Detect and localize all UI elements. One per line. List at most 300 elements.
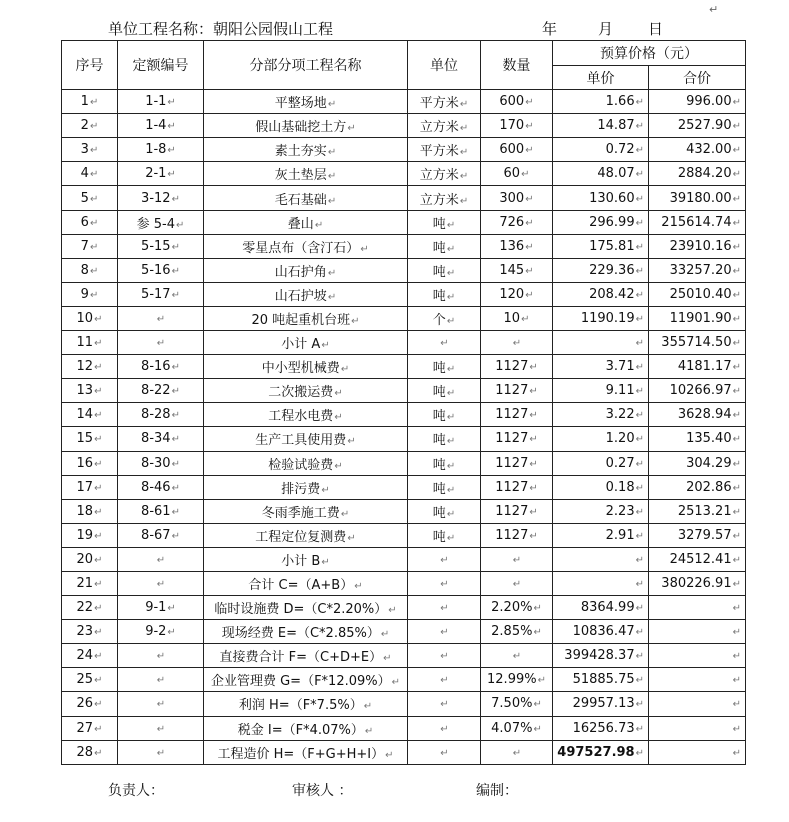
cell-name-value: 小计 A: [281, 337, 321, 353]
cell-name-value: 临时设施费 D=（C*2.20%）: [214, 602, 388, 618]
paragraph-mark-icon: ↵: [446, 267, 456, 279]
cell-unit-value: 平方米: [419, 144, 459, 160]
paragraph-mark-icon: ↵: [167, 603, 176, 615]
cell-name: [204, 355, 408, 379]
cell-code-value: 8-46: [141, 479, 171, 495]
paragraph-mark-icon: ↵: [635, 675, 644, 687]
cell-no-value: 20: [76, 551, 94, 567]
paragraph-mark-icon: ↵: [94, 579, 103, 591]
paragraph-mark-icon: ↵: [327, 99, 337, 111]
paragraph-mark-icon: ↵: [156, 723, 166, 735]
cell-unit-price: [553, 547, 649, 571]
paragraph-mark-icon: ↵: [321, 340, 330, 352]
cell-unit-value: 吨: [432, 361, 446, 377]
cell-no: [62, 90, 118, 114]
cell-unit-value: 吨: [432, 409, 446, 425]
paragraph-mark-icon: ↵: [732, 313, 741, 325]
paragraph-mark-icon: ↵: [529, 386, 538, 398]
paragraph-mark-icon: ↵: [156, 579, 166, 591]
table-row: [62, 596, 746, 620]
cell-unit-price-value: 229.36: [589, 262, 635, 278]
cell-unit-price-value: 8364.99: [580, 600, 635, 616]
cell-unit: [408, 162, 481, 186]
paragraph-mark-icon: ↵: [440, 338, 449, 350]
cell-total-value: 10266.97: [669, 383, 732, 399]
cell-code: [118, 258, 204, 282]
cell-qty-value: 145: [499, 262, 525, 278]
cell-no: [62, 210, 118, 234]
cell-total: [649, 427, 746, 451]
cell-no: [62, 523, 118, 547]
cell-qty-value: 726: [499, 214, 525, 230]
cell-qty: [481, 306, 553, 330]
cell-name-value: 小计 B: [281, 553, 321, 569]
paragraph-mark-icon: ↵: [446, 508, 456, 520]
cell-unit-value: 立方米: [419, 168, 459, 184]
cell-code: [118, 186, 204, 210]
cell-name: [204, 499, 408, 523]
cell-name-value: 毛石基础: [274, 192, 327, 208]
cell-total-value: 432.00: [686, 142, 732, 158]
col-header-name: 分部分项工程名称: [204, 41, 408, 90]
cell-code-value: 8-34: [141, 431, 171, 447]
paragraph-mark-icon: ↵: [459, 195, 469, 207]
cell-name: [204, 282, 408, 306]
cell-unit: [408, 331, 481, 355]
paragraph-mark-icon: ↵: [94, 530, 103, 542]
paragraph-mark-icon: ↵: [732, 97, 741, 109]
cell-no-value: 7: [80, 238, 89, 254]
cell-no: [62, 427, 118, 451]
cell-name: [204, 114, 408, 138]
cell-code: [118, 523, 204, 547]
cell-no: [62, 740, 118, 764]
paragraph-mark-icon: ↵: [525, 289, 534, 301]
cell-unit: [408, 475, 481, 499]
cell-code: [118, 162, 204, 186]
cell-total: [649, 114, 746, 138]
col-header-total: 合价: [649, 66, 746, 90]
cell-qty: [481, 138, 553, 162]
cell-total: [649, 668, 746, 692]
paragraph-mark-icon: ↵: [512, 651, 522, 663]
cell-name: [204, 427, 408, 451]
paragraph-mark-icon: ↵: [347, 436, 356, 448]
cell-unit-value: 吨: [432, 216, 446, 232]
cell-qty-value: 120: [499, 286, 525, 302]
paragraph-mark-icon: ↵: [94, 699, 103, 711]
cell-total: [649, 547, 746, 571]
paragraph-mark-icon: ↵: [175, 219, 185, 231]
cell-qty-value: 136: [499, 238, 525, 254]
cell-unit-price-value: 399428.37: [564, 648, 635, 664]
cell-unit-price: [553, 692, 649, 716]
cell-code: [118, 403, 204, 427]
cell-unit: [408, 234, 481, 258]
cell-qty-value: 170: [499, 118, 525, 134]
cell-unit-price-value: 0.18: [605, 479, 635, 495]
cell-qty-value: 600: [499, 94, 525, 110]
cell-qty: [481, 716, 553, 740]
paragraph-mark-icon: ↵: [156, 675, 166, 687]
cell-unit-price: [553, 403, 649, 427]
paragraph-mark-icon: ↵: [446, 291, 456, 303]
cell-unit-price: [553, 258, 649, 282]
cell-no-value: 9: [80, 286, 89, 302]
paragraph-mark-icon: ↵: [732, 554, 741, 566]
cell-code-value: 8-16: [141, 359, 171, 375]
paragraph-mark-icon: ↵: [340, 508, 350, 520]
cell-qty-value: 600: [499, 142, 525, 158]
cell-total-value: 2527.90: [677, 118, 732, 134]
cell-unit-price: [553, 355, 649, 379]
cell-code: [118, 306, 204, 330]
cell-no-value: 14: [76, 407, 94, 423]
cell-unit-price-value: 14.87: [597, 118, 635, 134]
cell-qty: [481, 258, 553, 282]
cell-total-value: 215614.74: [661, 214, 732, 230]
paragraph-mark-icon: ↵: [446, 484, 456, 496]
cell-code-value: 1-4: [145, 118, 167, 134]
cell-unit-price: [553, 740, 649, 764]
paragraph-mark-icon: ↵: [89, 241, 99, 253]
paragraph-mark-icon: ↵: [529, 434, 538, 446]
paragraph-mark-icon: ↵: [635, 554, 644, 566]
cell-unit-price-value: 3.71: [605, 359, 635, 375]
cell-no: [62, 186, 118, 210]
paragraph-mark-icon: ↵: [94, 386, 103, 398]
date-day-label: 日: [648, 20, 664, 38]
cell-unit-price: [553, 138, 649, 162]
cell-unit-price-value: 51885.75: [572, 672, 635, 688]
cell-unit-price: [553, 475, 649, 499]
cell-code-value: 2-1: [145, 166, 167, 182]
paragraph-mark-icon: ↵: [156, 747, 166, 759]
cell-name: [204, 620, 408, 644]
paragraph-mark-icon: ↵: [525, 265, 534, 277]
cell-qty: [481, 355, 553, 379]
paragraph-mark-icon: ↵: [156, 338, 166, 350]
paragraph-mark-icon: ↵: [635, 482, 644, 494]
paragraph-mark-icon: ↵: [327, 195, 337, 207]
paragraph-mark-icon: ↵: [732, 723, 741, 735]
cell-name: [204, 475, 408, 499]
paragraph-mark-icon: ↵: [635, 217, 644, 229]
cell-unit: [408, 523, 481, 547]
cell-qty-value: 1127: [495, 503, 529, 519]
cell-name: [204, 451, 408, 475]
col-header-unit-price: 单价: [553, 66, 649, 90]
paragraph-mark-icon: ↵: [321, 556, 330, 568]
editor-label: 编制：: [476, 783, 518, 799]
paragraph-mark-icon: ↵: [732, 410, 741, 422]
cell-name: [204, 331, 408, 355]
paragraph-mark-icon: ↵: [635, 747, 644, 759]
cell-no-value: 10: [76, 310, 94, 326]
cell-unit-value: 吨: [432, 433, 446, 449]
cell-no: [62, 403, 118, 427]
cell-total: [649, 162, 746, 186]
table-row: [62, 355, 746, 379]
paragraph-mark-icon: ↵: [459, 99, 469, 111]
table-row: [62, 138, 746, 162]
cell-name-value: 叠山: [287, 216, 314, 232]
cell-unit-price: [553, 644, 649, 668]
cell-unit-price: [553, 499, 649, 523]
table-row: [62, 282, 746, 306]
paragraph-mark-icon: ↵: [440, 747, 449, 759]
cell-total: [649, 234, 746, 258]
cell-qty: [481, 114, 553, 138]
cell-no: [62, 692, 118, 716]
cell-unit-value: 吨: [432, 288, 446, 304]
paragraph-mark-icon: ↵: [351, 315, 360, 327]
paragraph-mark-icon: ↵: [327, 291, 337, 303]
table-body: [62, 90, 746, 765]
table-row: [62, 162, 746, 186]
paragraph-mark-icon: ↵: [94, 458, 103, 470]
table-row: [62, 499, 746, 523]
paragraph-mark-icon: ↵: [334, 412, 343, 424]
cell-qty: [481, 186, 553, 210]
paragraph-mark-icon: ↵: [156, 554, 166, 566]
cell-code: [118, 114, 204, 138]
paragraph-mark-icon: ↵: [635, 386, 644, 398]
cell-name: [204, 258, 408, 282]
cell-total: [649, 596, 746, 620]
cell-no: [62, 596, 118, 620]
cell-code-value: 5-16: [141, 262, 171, 278]
paragraph-mark-icon: ↵: [635, 651, 644, 663]
paragraph-mark-icon: ↵: [732, 747, 741, 759]
cell-unit: [408, 258, 481, 282]
table-row: [62, 234, 746, 258]
col-header-qty: 数量: [481, 41, 553, 90]
cell-unit: [408, 355, 481, 379]
paragraph-mark-icon: ↵: [314, 219, 324, 231]
paragraph-mark-icon: ↵: [446, 364, 456, 376]
date-month-label: 月: [598, 20, 614, 38]
cell-total: [649, 138, 746, 162]
table-row: [62, 692, 746, 716]
paragraph-mark-icon: ↵: [171, 434, 180, 446]
cell-total-value: 39180.00: [669, 190, 732, 206]
cell-qty-value: 60: [503, 166, 521, 182]
table-row: [62, 475, 746, 499]
paragraph-mark-icon: ↵: [94, 506, 103, 518]
cell-qty-value: 2.20%: [491, 600, 533, 616]
cell-unit: [408, 186, 481, 210]
cell-no: [62, 475, 118, 499]
cell-unit-price: [553, 379, 649, 403]
cell-name-value: 企业管理费 G=（F*12.09%）: [210, 674, 391, 690]
cell-no: [62, 138, 118, 162]
cell-total: [649, 90, 746, 114]
paragraph-mark-icon: ↵: [533, 627, 542, 639]
cell-name-value: 素土夯实: [274, 144, 327, 160]
paragraph-mark-icon: ↵: [94, 675, 103, 687]
paragraph-mark-icon: ↵: [732, 193, 741, 205]
cell-code: [118, 475, 204, 499]
cell-no-value: 4: [80, 166, 89, 182]
cell-total-value: 4181.17: [677, 359, 732, 375]
paragraph-mark-icon: ↵: [533, 723, 542, 735]
cell-unit-price: [553, 716, 649, 740]
cell-no-value: 21: [76, 576, 94, 592]
paragraph-mark-icon: ↵: [94, 651, 103, 663]
cell-unit-price: [553, 451, 649, 475]
cell-total-value: 3279.57: [677, 527, 732, 543]
table-row: [62, 114, 746, 138]
cell-no: [62, 716, 118, 740]
cell-qty-value: 4.07%: [491, 720, 533, 736]
cell-unit: [408, 114, 481, 138]
cell-qty: [481, 427, 553, 451]
paragraph-mark-icon: ↵: [363, 701, 373, 713]
paragraph-mark-icon: ↵: [732, 338, 741, 350]
cell-unit-value: 立方米: [419, 192, 459, 208]
paragraph-mark-icon: ↵: [635, 723, 644, 735]
paragraph-mark-icon: ↵: [171, 289, 180, 301]
cell-code: [118, 138, 204, 162]
cell-qty: [481, 596, 553, 620]
cell-no-value: 17: [76, 479, 94, 495]
cell-total-value: 24512.41: [669, 551, 732, 567]
paragraph-mark-icon: ↵: [94, 747, 103, 759]
table-row: [62, 186, 746, 210]
cell-total: [649, 186, 746, 210]
cell-name: [204, 186, 408, 210]
cell-code-value: 8-22: [141, 383, 171, 399]
cell-qty-value: 1127: [495, 407, 529, 423]
cell-unit-price: [553, 523, 649, 547]
cell-total: [649, 499, 746, 523]
cell-no-value: 5: [80, 190, 89, 206]
cell-unit-price: [553, 571, 649, 595]
cell-qty: [481, 571, 553, 595]
cell-total-value: 304.29: [686, 455, 732, 471]
cell-qty-value: 300: [499, 190, 525, 206]
cell-name: [204, 692, 408, 716]
paragraph-mark-icon: ↵: [533, 699, 542, 711]
cell-unit-price-value: 0.27: [605, 455, 635, 471]
paragraph-mark-icon: ↵: [525, 241, 534, 253]
paragraph-mark-icon: ↵: [459, 147, 469, 159]
cell-name: [204, 596, 408, 620]
paragraph-mark-icon: ↵: [327, 267, 337, 279]
project-name: 单位工程名称：朝阳公园假山工程: [108, 20, 334, 38]
cell-name: [204, 210, 408, 234]
cell-no-value: 12: [76, 359, 94, 375]
paragraph-mark-icon: ↵: [89, 217, 99, 229]
cell-name: [204, 162, 408, 186]
cell-no: [62, 355, 118, 379]
cell-unit: [408, 620, 481, 644]
date-year-label: 年: [542, 20, 558, 38]
cell-no-value: 19: [76, 527, 94, 543]
paragraph-mark-icon: ↵: [635, 603, 644, 615]
cell-name: [204, 716, 408, 740]
cell-unit-value: 个: [432, 312, 446, 328]
paragraph-mark-icon: ↵: [354, 581, 363, 593]
cell-code: [118, 740, 204, 764]
paragraph-mark-icon: ↵: [732, 169, 741, 181]
paragraph-mark-icon: ↵: [533, 603, 542, 615]
paragraph-mark-icon: ↵: [94, 482, 103, 494]
table-row: [62, 403, 746, 427]
paragraph-mark-icon: ↵: [732, 121, 741, 133]
paragraph-mark-icon: ↵: [459, 123, 469, 135]
cell-unit-price: [553, 114, 649, 138]
paragraph-mark-icon: ↵: [529, 506, 538, 518]
cell-no: [62, 620, 118, 644]
paragraph-mark-icon: ↵: [525, 193, 534, 205]
paragraph-mark-icon: ↵: [732, 627, 741, 639]
paragraph-mark-icon: ↵: [440, 579, 449, 591]
cell-qty: [481, 403, 553, 427]
paragraph-mark-icon: ↵: [446, 532, 456, 544]
cell-unit-price-value: 48.07: [597, 166, 635, 182]
paragraph-mark-icon: ↵: [94, 627, 103, 639]
paragraph-mark-icon: ↵: [94, 554, 103, 566]
paragraph-mark-icon: ↵: [635, 289, 644, 301]
paragraph-mark-icon: ↵: [94, 723, 103, 735]
cell-code: [118, 379, 204, 403]
paragraph-mark-icon: ↵: [446, 412, 456, 424]
cell-unit-price-value: 3.22: [605, 407, 635, 423]
paragraph-mark-icon: ↵: [635, 145, 644, 157]
cell-qty: [481, 282, 553, 306]
cell-name-value: 平整场地: [274, 96, 327, 112]
cell-no-value: 16: [76, 455, 94, 471]
paragraph-mark-icon: ↵: [347, 532, 356, 544]
paragraph-mark-icon: ↵: [446, 315, 456, 327]
paragraph-mark-icon: ↵: [635, 530, 644, 542]
paragraph-mark-icon: ↵: [635, 241, 644, 253]
cell-unit-price: [553, 427, 649, 451]
cell-qty: [481, 210, 553, 234]
cell-code: [118, 644, 204, 668]
cell-no-value: 11: [76, 335, 94, 351]
table-row: [62, 740, 746, 764]
cell-code-value: 1-8: [145, 142, 167, 158]
document-footer: [0, 778, 789, 800]
paragraph-mark-icon: ↵: [525, 145, 534, 157]
cell-unit-value: 吨: [432, 481, 446, 497]
paragraph-mark-icon: ↵: [635, 338, 644, 350]
cell-unit-value: 吨: [432, 505, 446, 521]
cell-unit: [408, 740, 481, 764]
cell-qty-value: 12.99%: [487, 672, 537, 688]
paragraph-mark-icon: ↵: [364, 725, 374, 737]
cell-qty-value: 1127: [495, 383, 529, 399]
paragraph-mark-icon: ↵: [459, 171, 469, 183]
cell-qty-value: 1127: [495, 455, 529, 471]
paragraph-mark-icon: ↵: [89, 265, 99, 277]
cell-total-value: 996.00: [686, 94, 732, 110]
cell-name: [204, 668, 408, 692]
cell-unit-value: 吨: [432, 240, 446, 256]
cell-unit: [408, 644, 481, 668]
cell-no: [62, 162, 118, 186]
paragraph-mark-icon: ↵: [334, 388, 343, 400]
table-row: [62, 547, 746, 571]
cell-unit-price-value: 10836.47: [572, 624, 635, 640]
paragraph-mark-icon: ↵: [171, 362, 180, 374]
paragraph-mark-icon: ↵: [446, 460, 456, 472]
paragraph-mark-icon: ↵: [388, 605, 397, 617]
paragraph-mark-icon: ↵: [440, 699, 449, 711]
